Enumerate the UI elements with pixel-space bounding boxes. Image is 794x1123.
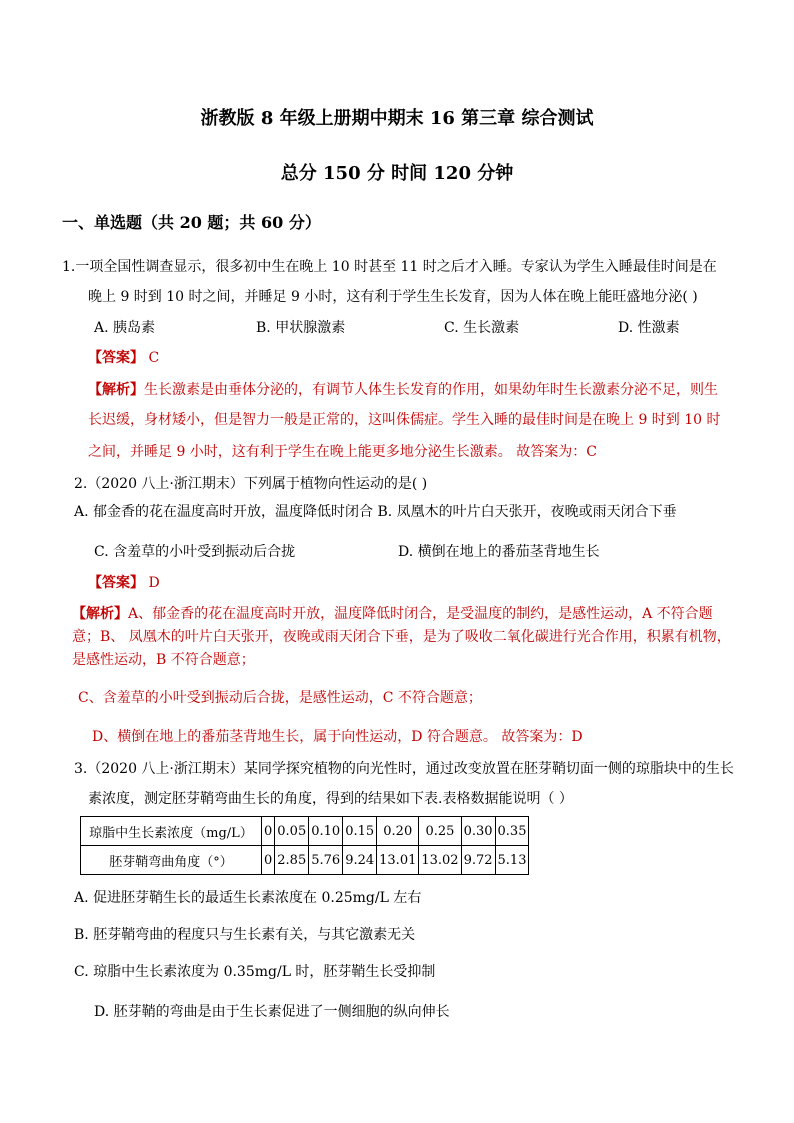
q2-stem: 2.（2020 八上·浙江期末）下列属于植物向性运动的是( ) — [74, 476, 428, 492]
q2-analysis-line2: 意；B、 凤凰木的叶片白天张开，夜晚或雨天闭合下垂，是为了吸收二氧化碳进行光合作用，积累有机物， — [72, 629, 731, 645]
q1-stem-line1: 1.一项全国性调查显示，很多初中生在晚上 10 时甚至 11 时之后才入睡。专家认为学生入睡最佳时间是在 — [62, 259, 717, 275]
table-cell: 0.35 — [495, 817, 529, 846]
table-row-header: 琼脂中生长素浓度（mg/L） — [81, 817, 262, 846]
q2-analysis-line4: C、含羞草的小叶受到振动后合拢，是感性运动，C 不符合题意； — [78, 690, 482, 706]
table-cell: 13.02 — [419, 846, 461, 875]
q1-option-b: B. 甲状腺激素 — [256, 320, 346, 336]
table-cell: 0.15 — [343, 817, 377, 846]
table-cell: 5.76 — [309, 846, 343, 875]
table-cell: 2.85 — [275, 846, 309, 875]
q2-analysis-line5: D、横倒在地上的番茄茎背地生长，属于向性运动，D 符合题意。 故答案为：D — [92, 729, 583, 745]
section-heading: 一、单选题（共 20 题；共 60 分） — [62, 213, 321, 232]
table-row — [81, 846, 529, 875]
q2-options-ab: A. 郁金香的花在温度高时开放，温度降低时闭合 B. 凤凰木的叶片白天张开，夜晚或雨天闭合下垂 — [74, 504, 677, 520]
analysis-label: 【解析】 — [72, 606, 128, 622]
analysis-text: A、郁金香的花在温度高时开放，温度降低时闭合，是受温度的制约，是感性运动，A 不符合题 — [128, 606, 713, 622]
table-cell: 0 — [262, 817, 275, 846]
q2-option-c: C. 含羞草的小叶受到振动后合拢 — [94, 544, 296, 560]
answer-label: 【答案】 — [88, 350, 144, 366]
q1-analysis-line3: 之间，并睡足 9 小时，这有利于学生在晚上能更多地分泌生长激素。 故答案为：C — [88, 444, 597, 460]
table-cell: 0.30 — [461, 817, 495, 846]
q1-stem-line2: 晚上 9 时到 10 时之间，并睡足 9 小时，这有利于学生生长发育，因为人体在晚上能旺盛地分泌( ) — [88, 289, 698, 305]
table-cell: 13.01 — [377, 846, 419, 875]
table-cell: 0.25 — [419, 817, 461, 846]
q1-option-a: A. 胰岛素 — [94, 320, 156, 336]
table-cell: 9.24 — [343, 846, 377, 875]
q1-answer — [88, 348, 159, 368]
table-cell: 5.13 — [495, 846, 529, 875]
q1-option-d: D. 性激素 — [618, 320, 680, 336]
q3-option-c: C. 琼脂中生长素浓度为 0.35mg/L 时，胚芽鞘生长受抑制 — [74, 964, 436, 980]
table-row-header: 胚芽鞘弯曲角度（°） — [81, 846, 262, 875]
q1-option-c: C. 生长激素 — [444, 320, 520, 336]
analysis-label: 【解析】 — [88, 382, 144, 398]
data-table — [80, 816, 529, 875]
table-cell: 0.20 — [377, 817, 419, 846]
q3-option-d: D. 胚芽鞘的弯曲是由于生长素促进了一侧细胞的纵向伸长 — [94, 1004, 450, 1020]
document-subtitle: 总分 150 分 时间 120 分钟 — [280, 163, 514, 184]
table-cell: 0.10 — [309, 817, 343, 846]
q2-analysis-line1 — [72, 604, 713, 624]
q3-option-a: A. 促进胚芽鞘生长的最适生长素浓度在 0.25mg/L 左右 — [74, 890, 422, 906]
q2-answer — [88, 573, 160, 593]
q3-option-b: B. 胚芽鞘弯曲的程度只与生长素有关，与其它激素无关 — [74, 927, 416, 943]
table-cell: 9.72 — [461, 846, 495, 875]
document-title: 浙教版 8 年级上册期中期末 16 第三章 综合测试 — [200, 108, 594, 129]
analysis-text: 生长激素是由垂体分泌的，有调节人体生长发育的作用，如果幼年时生长激素分泌不足，则生 — [144, 382, 718, 398]
q1-analysis-line1 — [88, 380, 718, 400]
table-row — [81, 817, 529, 846]
q3-stem-line2: 素浓度，测定胚芽鞘弯曲生长的角度，得到的结果如下表.表格数据能说明（ ） — [88, 791, 573, 807]
answer-label: 【答案】 — [88, 575, 144, 591]
q2-option-d: D. 横倒在地上的番茄茎背地生长 — [398, 544, 600, 560]
answer-value: C — [148, 350, 160, 366]
table-cell: 0.05 — [275, 817, 309, 846]
q3-stem-line1: 3.（2020 八上·浙江期末）某同学探究植物的向光性时，通过改变放置在胚芽鞘切面一侧的琼脂块中的生长 — [74, 761, 734, 777]
table-cell: 0 — [262, 846, 275, 875]
answer-value: D — [148, 575, 160, 591]
q1-analysis-line2: 长迟缓，身材矮小，但是智力一般是正常的，这叫侏儒症。学生入睡的最佳时间是在晚上 9 时到 10 时 — [88, 412, 721, 428]
q2-analysis-line3: 是感性运动，B 不符合题意； — [72, 652, 255, 668]
